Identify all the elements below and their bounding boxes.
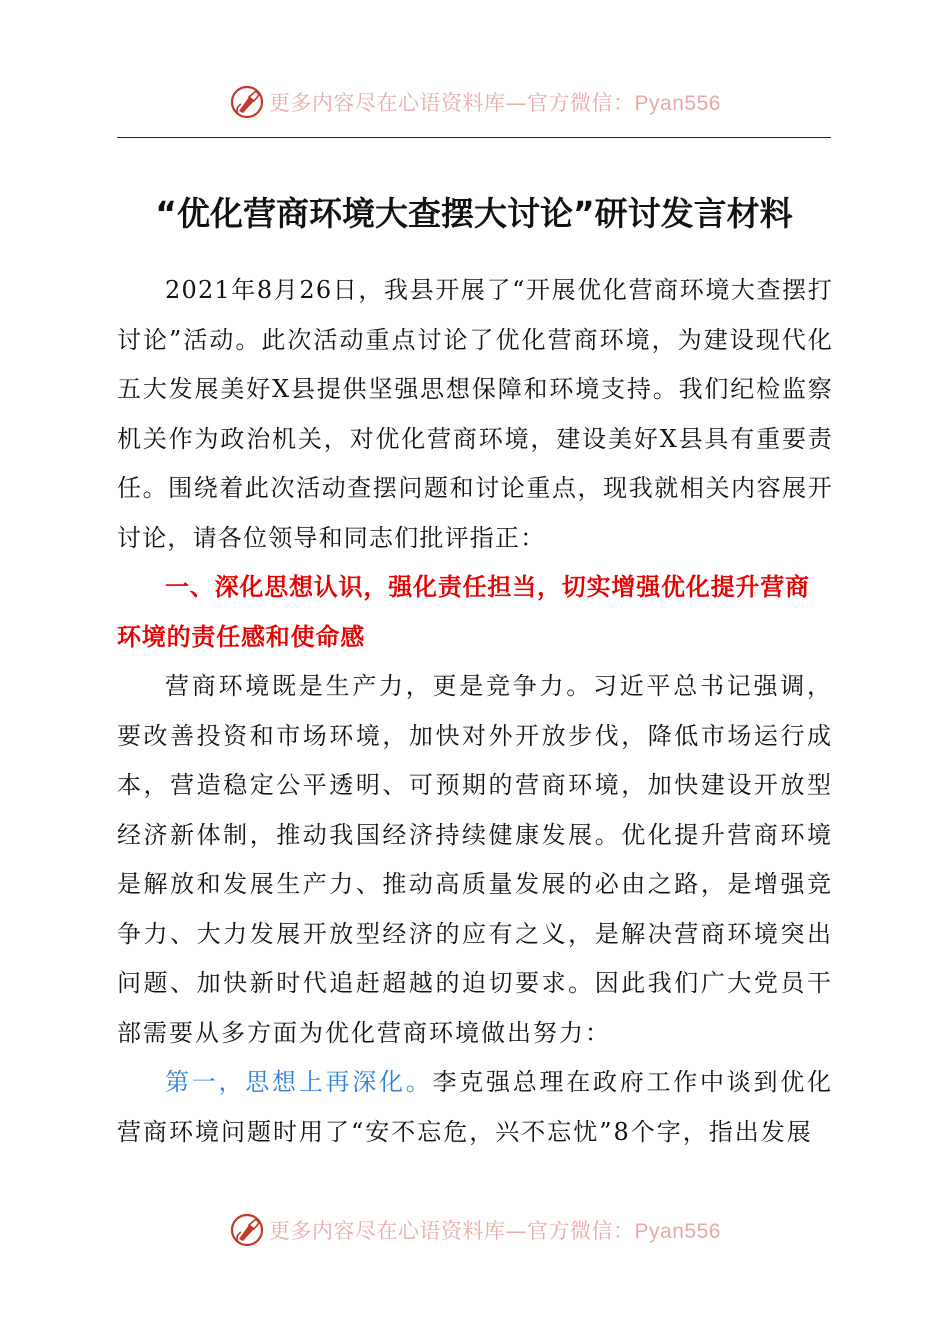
page-title: “优化营商环境大查摆大讨论”研讨发言材料 [155,194,793,233]
intro-paragraph: 2021年8月26日，我县开展了“开展优化营商环境大查摆打讨论”活动。此次活动重点讨论了优化营商环境，为建设现代化五大发展美好X县提供坚强思想保障和环境支持。我们纪检监察机关作为政治机关，对优化营商环境，建设美好X县具有重要责任。围绕着此次活动查摆问题和讨论重点，现我就相关内容展开讨论，请各位领导和同志们批评指正： [117,276,833,552]
point1-text: 李克强总理在政府工作中谈到优化营商环境问题时用了“安不忘危，兴不忘忧”8个字，指出发展 [117,1068,833,1146]
point1-paragraph [117,1058,833,1157]
section1-heading: 一、深化思想认识，强化责任担当，切实增强优化提升营商环境的责任感和使命感 [117,573,810,651]
wechat-id: Pyan556 [634,1220,721,1243]
header-divider [117,137,831,138]
watermark-text: 更多内容尽在心语资料库—官方微信：Pyan556 [269,1219,721,1243]
footer-watermark [0,1210,950,1250]
point1-lead: 第一，思想上再深化。 [165,1068,433,1096]
watermark-text: 更多内容尽在心语资料库—官方微信：Pyan556 [269,91,721,115]
section1-paragraph: 营商环境既是生产力，更是竞争力。习近平总书记强调，要改善投资和市场环境，加快对外开放步伐，降低市场运行成本，营造稳定公平透明、可预期的营商环境，加快建设开放型经济新体制，推动我国经济持续健康发展。优化提升营商环境是解放和发展生产力、推动高质量发展的必由之路，是增强竞争力、大力发展开放型经济的应有之义，是解决营商环境突出问题、加快新时代追赶超越的迫切要求。因此我们广大党员干部需要从多方面为优化营商环境做出努力： [117,672,833,1047]
pen-nib-circle-icon [229,1212,265,1248]
document-body [117,266,833,1157]
pen-nib-circle-icon [229,84,265,120]
wechat-id: Pyan556 [634,92,721,115]
header-watermark [0,82,950,122]
